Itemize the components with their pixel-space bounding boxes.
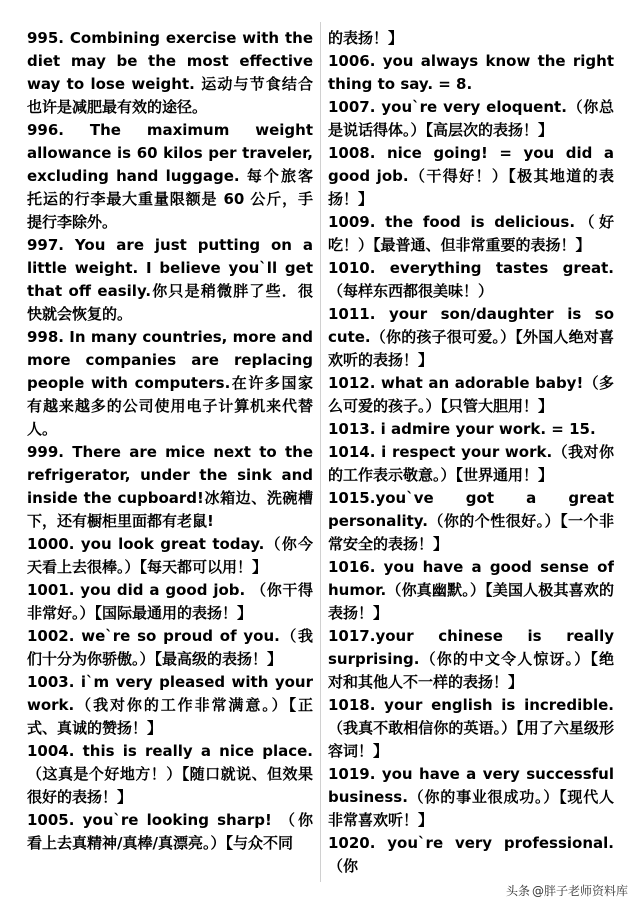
entry-1008: 1008. nice going! = you did a good job.（干得好！）【极其地道的表扬！】 — [328, 144, 614, 208]
entry-1013: 1013. i admire your work. = 15. — [328, 420, 596, 438]
entry-1012: 1012. what an adorable baby!（多么可爱的孩子。）【只管大胆用！】 — [328, 374, 614, 415]
watermark — [506, 882, 628, 899]
column-divider — [320, 22, 321, 882]
entry-1001: 1001. you did a good job. （你干得非常好。）【国际最通用的表扬！】 — [27, 581, 313, 622]
right-column — [328, 27, 614, 877]
entry-1010: 1010. everything tastes great.（每样东西都很美味！） — [328, 259, 614, 300]
entry-1017: 1017.your chinese is really surprising.（你的中文令人惊讶。）【绝对和其他人不一样的表扬！】 — [328, 627, 614, 691]
entry-1006: 1006. you always know the right thing to say. = 8. — [328, 52, 614, 93]
watermark-platform: 头条 — [505, 884, 530, 898]
entry-1004: 1004. this is really a nice place.（这真是个好地方！）【随口就说、但效果很好的表扬！】 — [27, 742, 313, 806]
entry-1015: 1015.you`ve got a great personality.（你的个性很好。）【一个非常安全的表扬！】 — [328, 489, 614, 553]
entry-1002: 1002. we`re so proud of you.（我们十分为你骄傲。）【最高级的表扬！】 — [27, 627, 313, 668]
entry-997: 997. You are just putting on a little weight. I believe you`ll get that off easily.你只是稍微胖了些．很快就会恢复的。 — [27, 236, 313, 323]
entry-1020: 1020. you`re very professional.（你 — [328, 834, 614, 875]
entry-1005-continued: 的表扬！】 — [328, 29, 404, 47]
entry-1016: 1016. you have a good sense of humor.（你真幽默。）【美国人极其喜欢的表扬！】 — [328, 558, 614, 622]
entry-1003: 1003. i`m very pleased with your work.（我对你的工作非常满意。）【正式、真诚的赞扬！】 — [27, 673, 313, 737]
entry-1014: 1014. i respect your work.（我对你的工作表示敬意。）【世界通用！】 — [328, 443, 614, 484]
entry-1009: 1009. the food is delicious.（好吃！）【最普通、但非常重要的表扬！】 — [328, 213, 614, 254]
entry-1000: 1000. you look great today.（你今天看上去很棒。）【每天都可以用！】 — [27, 535, 313, 576]
entry-1007: 1007. you`re very eloquent.（你总是说话得体。）【高层次的表扬！】 — [328, 98, 614, 139]
entry-998: 998. In many countries, more and more companies are replacing people with computers.在许多国家有越来越多的公司使用电子计算机来代替人。 — [27, 328, 313, 438]
entry-999: 999. There are mice next to the refrigerator, under the sink and inside the cupboard!冰箱边、洗碗槽下，还有橱柜里面都有老鼠! — [27, 443, 313, 530]
entry-996: 996. The maximum weight allowance is 60 kilos per traveler, excluding hand luggage. 每个旅客托运的行李最大重量限额是 60 公斤，手提行李除外。 — [27, 121, 313, 231]
entry-1011: 1011. your son/daughter is so cute.（你的孩子很可爱。）【外国人绝对喜欢听的表扬！】 — [328, 305, 614, 369]
entry-1005: 1005. you`re looking sharp! （你看上去真精神/真棒/真漂亮。）【与众不同 — [27, 811, 313, 852]
watermark-handle: @胖子老师资料库 — [531, 884, 628, 898]
entry-1018: 1018. your english is incredible.（我真不敢相信你的英语。）【用了六星级形容词！】 — [328, 696, 614, 760]
left-column — [27, 27, 313, 877]
entry-1019: 1019. you have a very successful business.（你的事业很成功。）【现代人非常喜欢听！】 — [328, 765, 614, 829]
entry-995: 995. Combining exercise with the diet may be the most effective way to lose weight. 运动与节食结合也许是减肥最有效的途径。 — [27, 29, 313, 116]
